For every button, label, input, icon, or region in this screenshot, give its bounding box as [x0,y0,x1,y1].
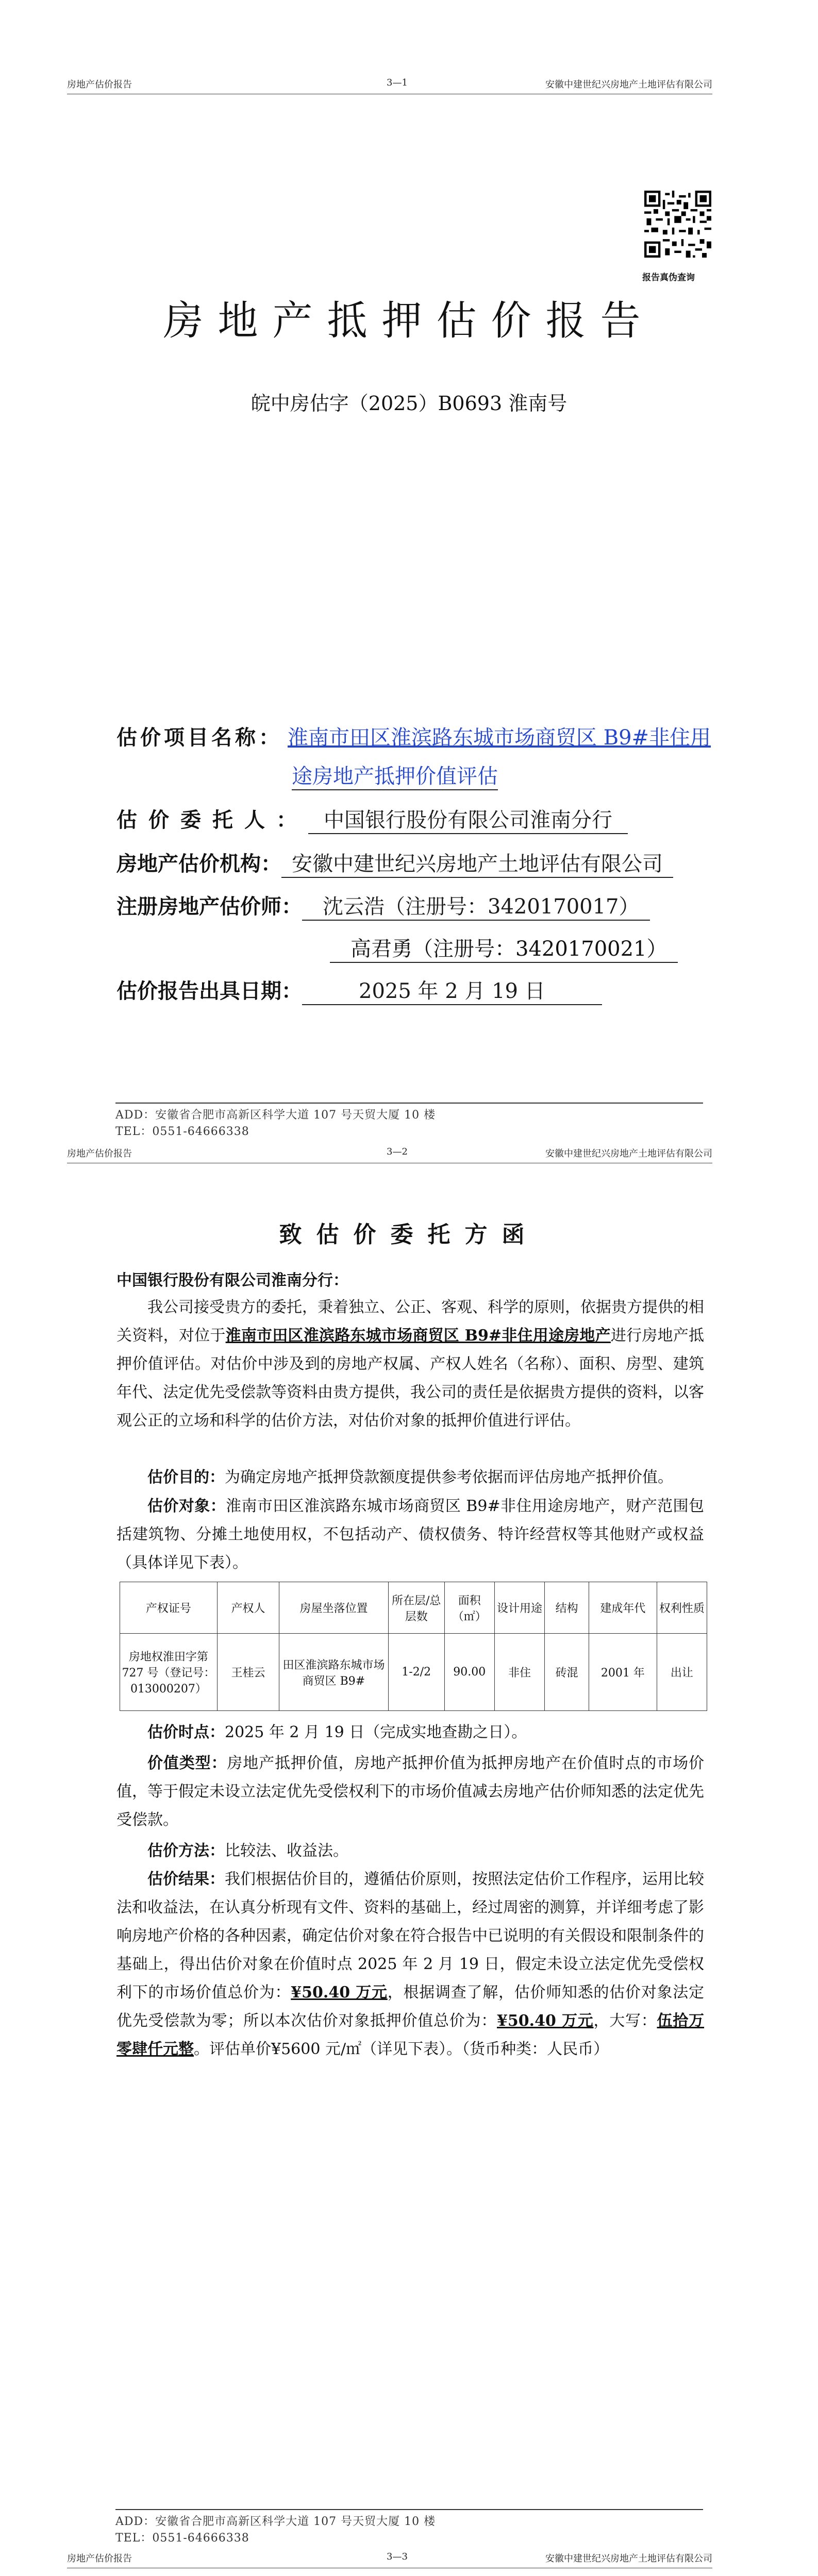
result-text-g: 。评估单价¥5600 元/㎡（详见下表）。（货币种类：人民币） [194,2040,609,2058]
letter-intro [116,1293,704,1435]
result-market-total: ¥50.40 万元 [291,1984,388,2002]
footer-tel: TEL：0551-64666338 [115,1125,249,1138]
method-paragraph [116,1837,704,1865]
header-right: 安徽中建世纪兴房地产土地评估有限公司 [545,1148,712,1159]
qr-caption: 报告真伪查询 [642,273,695,283]
cell-use: 非住 [494,1634,544,1711]
col-header: 权利性质 [657,1582,707,1634]
cell-cert: 房地权淮田字第 727 号（登记号：013000207） [120,1634,218,1711]
header-right: 安徽中建世纪兴房地产土地评估有限公司 [545,79,712,90]
appraiser-row [116,890,650,921]
table-header-row [120,1582,707,1634]
client-label: 估价委托人： [116,808,308,832]
cell-floor: 1-2/2 [388,1634,444,1711]
type-label: 价值类型： [147,1754,227,1772]
col-header: 产权人 [217,1582,279,1634]
type-text: 房地产抵押价值，房地产抵押价值为抵押房地产在价值时点的市场价值，等于假定未设立法定优先受偿权利下的市场价值减去房地产估价师知悉的法定优先受偿款。 [116,1754,705,1829]
header-page-number: 3—2 [387,1146,408,1157]
result-chinese-amount: 伍拾万零肆仟元整 [116,2012,705,2058]
letter-title: 致估价委托方函 [279,1222,539,1248]
page-header [67,1146,712,1163]
object-paragraph [116,1492,704,1577]
header-left: 房地产估价报告 [67,2553,132,2564]
date-value: 2025 年 2 月 19 日 [302,975,602,1005]
agency-label: 房地产估价机构： [116,852,281,876]
agency-row [116,848,673,878]
footer-rule [115,1103,703,1104]
cell-location: 田区淮滨路东城市场商贸区 B9# [279,1634,389,1711]
appraiser-2: 高君勇（注册号：3420170021） [330,933,678,963]
footer-tel: TEL：0551-64666338 [115,2532,249,2545]
cell-right: 出让 [657,1634,707,1711]
result-mortgage-total: ¥50.40 万元 [497,2012,594,2030]
object-label: 估价对象： [147,1497,226,1515]
result-text-a: 我们根据估价目的，遵循估价原则，按照法定估价工作程序，运用比较法和收益法，在认真分析现有文件、资料的基础上，经过周密的测算，并详细考虑了影响房地产价格的各种因素，确定估价对象在符合报告中已说明的有关假设和限制条件的基础上，得出估价对象在价值时点 2025 年 2 月 19 日，假定未设立法定优先受偿权利下的市场价值总价为： [116,1870,704,2002]
header-right: 安徽中建世纪兴房地产土地评估有限公司 [545,2553,712,2564]
appraiser-1: 沈云浩（注册号：3420170017） [302,890,650,921]
footer-address: ADD：安徽省合肥市高新区科学大道 107 号天贸大厦 10 楼 [115,2515,436,2528]
report-number: 皖中房估字（2025）B0693 淮南号 [251,392,567,415]
page-header [67,77,712,94]
date-row [116,975,602,1005]
purpose-paragraph [116,1463,704,1492]
cell-year: 2001 年 [589,1634,657,1711]
header-page-number: 3—3 [387,2551,408,2562]
intro-text-c: 进行房地产抵押价值评估。对估价中涉及到的房地产权属、产权人姓名（名称）、面积、房型、建筑年代、法定优先受偿款等资料由贵方提供，我公司的责任是依据贵方提供的资料，以客观公正的立场和科学的估价方法，对估价对象的抵押价值进行评估。 [116,1327,705,1430]
time-text: 2025 年 2 月 19 日（完成实地查勘之日）。 [225,1723,527,1741]
letter-recipient: 中国银行股份有限公司淮南分行： [116,1272,348,1290]
col-header: 设计用途 [494,1582,544,1634]
col-header: 所在层/总层数 [388,1582,444,1634]
footer-address: ADD：安徽省合肥市高新区科学大道 107 号天贸大厦 10 楼 [115,1109,436,1122]
table-row [120,1634,707,1711]
client-row [116,804,628,834]
cell-area: 90.00 [444,1634,494,1711]
time-label: 估价时点： [147,1723,225,1741]
project-name-line2: 途房地产抵押价值评估 [292,760,498,790]
method-text: 比较法、收益法。 [225,1842,348,1860]
header-left: 房地产估价报告 [67,79,132,90]
qr-code-icon[interactable] [644,191,711,258]
intro-object: 淮南市田区淮滨路东城市场商贸区 B9#非住用途房地产 [225,1327,611,1345]
header-left: 房地产估价报告 [67,1148,132,1159]
result-text-c: ，根据调查了解，估价师知悉的估价对象法定优先受偿款为零；所以本次估价对象抵押价值总价为： [116,1984,705,2030]
date-label: 估价报告出具日期： [116,979,302,1003]
page-header [67,2551,712,2568]
value-type-paragraph [116,1749,704,1834]
col-header: 面积（㎡） [444,1582,494,1634]
object-text: 淮南市田区淮滨路东城市场商贸区 B9#非住用途房地产，财产范围包括建筑物、分摊土地使用权，不包括动产、债权债务、特许经营权等其他财产或权益（具体详见下表）。 [116,1497,704,1572]
report-title: 房地产抵押估价报告 [163,298,655,344]
col-header: 结构 [545,1582,589,1634]
purpose-text: 为确定房地产抵押贷款额度提供参考依据而评估房地产抵押价值。 [225,1468,673,1486]
result-text-e: ，大写： [593,2012,657,2030]
footer-rule [115,2509,703,2510]
project-name-label: 估价项目名称： [116,725,282,750]
col-header: 建成年代 [589,1582,657,1634]
client-value: 中国银行股份有限公司淮南分行 [308,804,628,834]
cell-structure: 砖混 [545,1634,589,1711]
result-label: 估价结果： [147,1870,225,1888]
appraiser-label: 注册房地产估价师： [116,894,302,919]
method-label: 估价方法： [147,1842,225,1860]
cell-owner: 王桂云 [217,1634,279,1711]
project-name-row [116,721,716,751]
agency-value: 安徽中建世纪兴房地产土地评估有限公司 [281,848,673,878]
col-header: 房屋坐落位置 [279,1582,389,1634]
header-page-number: 3—1 [387,77,408,88]
purpose-label: 估价目的： [147,1468,225,1486]
result-paragraph [116,1865,704,2063]
project-name-line1: 淮南市田区淮滨路东城市场商贸区 B9#非住用 [288,726,711,750]
col-header: 产权证号 [120,1582,218,1634]
value-time-paragraph [116,1718,704,1747]
property-table [120,1582,707,1711]
intro-text-a: 我公司接受贵方的委托，秉着独立、公正、客观、科学的原则，依据贵方提供的相关资料，对位于 [116,1298,704,1345]
